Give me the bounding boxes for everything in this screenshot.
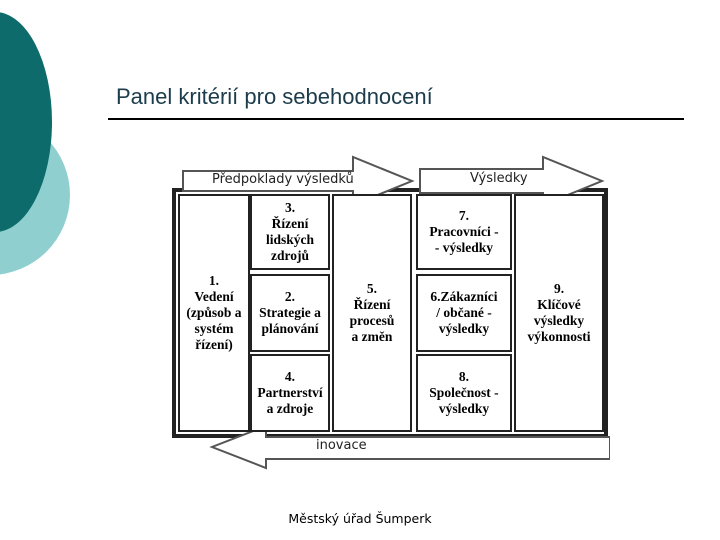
criterion-5-box: 5. Řízení procesů a změn [332, 194, 412, 432]
criterion-8-box: 8. Společnost - výsledky [416, 354, 512, 432]
innovation-label: inovace [316, 438, 367, 453]
criterion-2-box: 2. Strategie a plánování [250, 274, 330, 352]
enablers-label: Předpoklady výsledků [212, 172, 354, 187]
criterion-7-box: 7. Pracovníci - - výsledky [416, 194, 512, 270]
decorative-circles [0, 0, 90, 300]
footer-text: Městský úřad Šumperk [288, 511, 432, 526]
title-divider [108, 118, 684, 120]
criterion-3-box: 3. Řízení lidských zdrojů [250, 194, 330, 270]
efqm-diagram [170, 152, 610, 474]
results-label: Výsledky [470, 171, 528, 186]
criterion-9-box: 9. Klíčové výsledky výkonnosti [514, 194, 604, 432]
criterion-4-box: 4. Partnerství a zdroje [250, 354, 330, 432]
criterion-1-box: 1. Vedení (způsob a systém řízení) [178, 194, 250, 432]
criterion-6-box: 6.Zákazníci / občané - výsledky [416, 274, 512, 352]
slide-title: Panel kritérií pro sebehodnocení [116, 84, 433, 109]
